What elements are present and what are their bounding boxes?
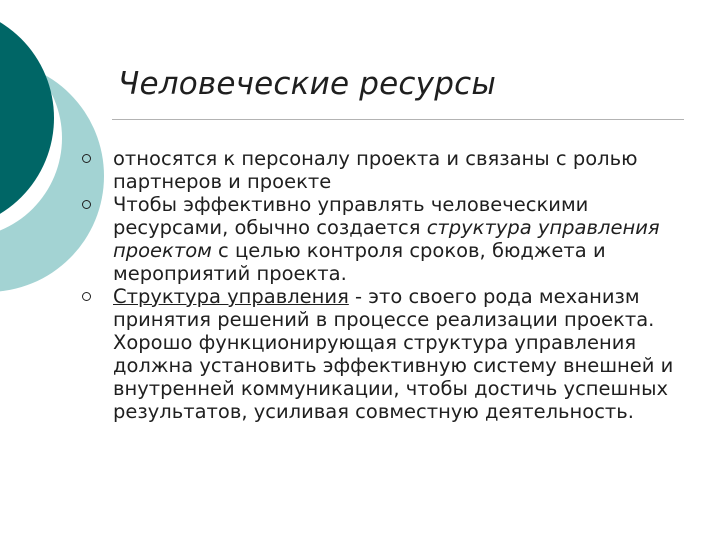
- bullet-item-1: [80, 147, 690, 193]
- bullet-text-2-emphasis: структура управления проектом: [113, 216, 660, 262]
- bullet-item-3: [80, 285, 690, 423]
- bullet-list: [80, 147, 690, 423]
- title-divider: [112, 119, 684, 120]
- bullet-text-1: относятся к персоналу проекта и связаны с ролью партнеров и проекте: [113, 147, 638, 193]
- bullet-text-2-start: Чтобы эффективно управлять человеческими ресурсами, обычно создается: [113, 193, 589, 239]
- bullet-text-2-end: с целью контроля сроков, бюджета и мероприятий проекта.: [113, 239, 606, 285]
- bullet-item-2: [80, 193, 690, 285]
- bullet-text-3-term: Структура управления: [113, 285, 349, 308]
- bullet-text-3-body: - это своего рода механизм принятия решений в процессе реализации проекта. Хорошо функционирующая структура управления должна установить эффективную систему внешней и внутренней коммуникации, чтобы достичь успешных результатов, усиливая совместную деятельность.: [113, 285, 674, 423]
- circle-bullet-icon: [82, 200, 91, 209]
- circle-bullet-icon: [82, 154, 91, 163]
- circle-bullet-icon: [82, 292, 91, 301]
- slide-title: Человеческие ресурсы: [118, 66, 497, 102]
